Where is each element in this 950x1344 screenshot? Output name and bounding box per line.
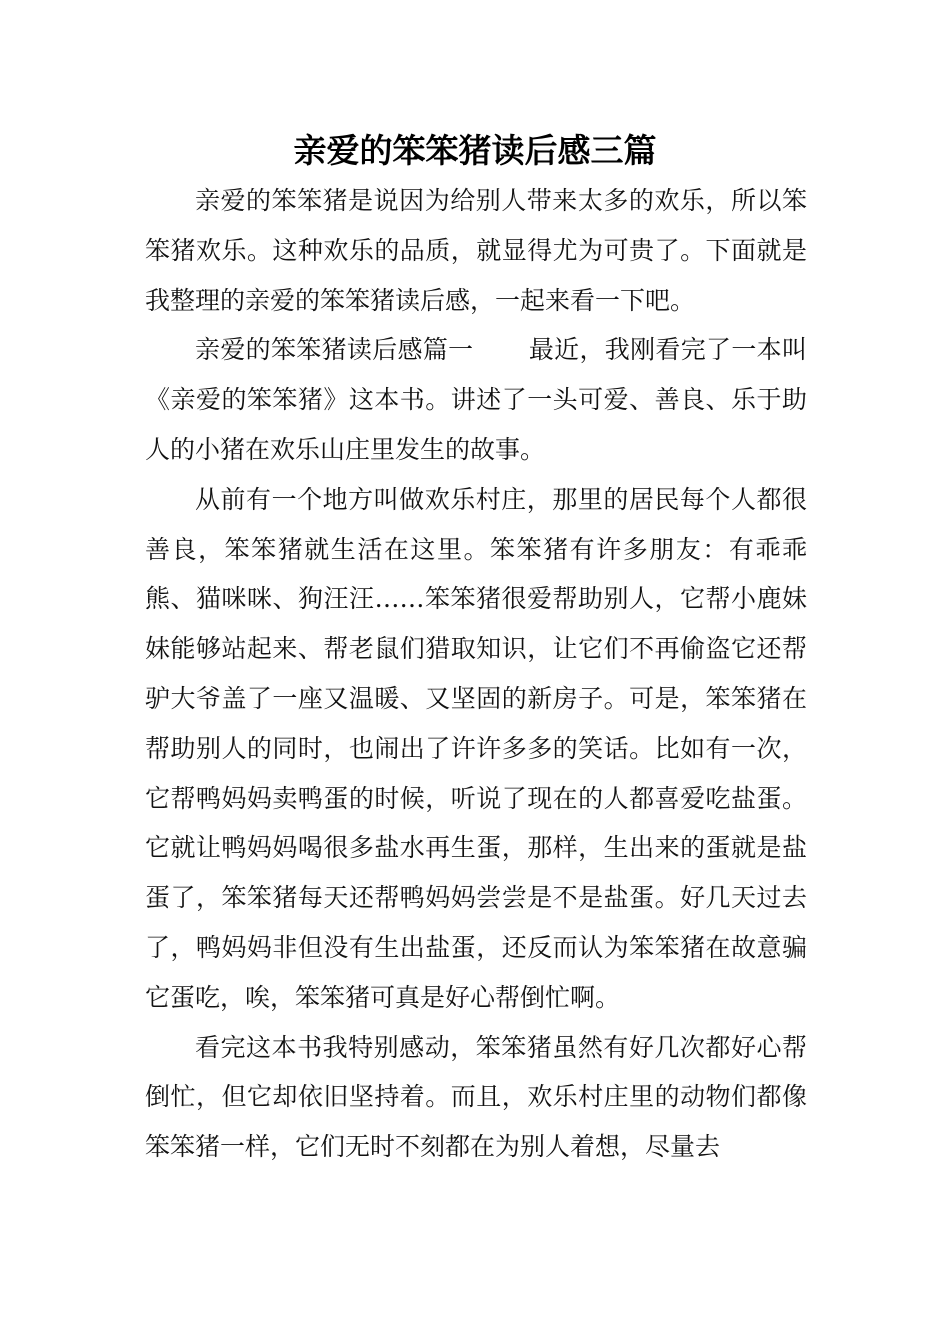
section-heading: 亲爱的笨笨猪读后感篇一 — [195, 335, 474, 365]
story-paragraph: 从前有一个地方叫做欢乐村庄，那里的居民每个人都很善良，笨笨猪就生活在这里。笨笨猪有许多朋友：有乖乖熊、猫咪咪、狗汪汪……笨笨猪很爱帮助别人，它帮小鹿妹妹能够站起来、帮老鼠们猎取知识，让它们不再偷盗它还帮驴大爷盖了一座又温暖、又坚固的新房子。可是，笨笨猪在帮助别人的同时，也闹出了许许多多的笑话。比如有一次，它帮鸭妈妈卖鸭蛋的时候，听说了现在的人都喜爱吃盐蛋。它就让鸭妈妈喝很多盐水再生蛋，那样，生出来的蛋就是盐蛋了，笨笨猪每天还帮鸭妈妈尝尝是不是盐蛋。好几天过去了，鸭妈妈非但没有生出盐蛋，还反而认为笨笨猪在故意骗它蛋吃，唉，笨笨猪可真是好心帮倒忙啊。 — [145, 484, 807, 1012]
reflection-paragraph: 看完这本书我特别感动，笨笨猪虽然有好几次都好心帮倒忙，但它却依旧坚持着。而且，欢乐村庄里的动物们都像笨笨猪一样，它们无时不刻都在为别人着想，尽量去 — [145, 1032, 807, 1162]
document-title: 亲爱的笨笨猪读后感三篇 — [293, 131, 657, 170]
intro-paragraph: 亲爱的笨笨猪是说因为给别人带来太多的欢乐，所以笨笨猪欢乐。这种欢乐的品质，就显得尤为可贵了。下面就是我整理的亲爱的笨笨猪读后感，一起来看一下吧。 — [145, 186, 807, 315]
section-one-paragraph — [145, 325, 807, 474]
section-first-sentence: 最近，我刚看完了一本叫《亲爱的笨笨猪》这本书。讲述了一头可爱、善良、乐于助人的小猪在欢乐山庄里发生的故事。 — [145, 335, 807, 464]
document-body — [145, 176, 807, 1172]
